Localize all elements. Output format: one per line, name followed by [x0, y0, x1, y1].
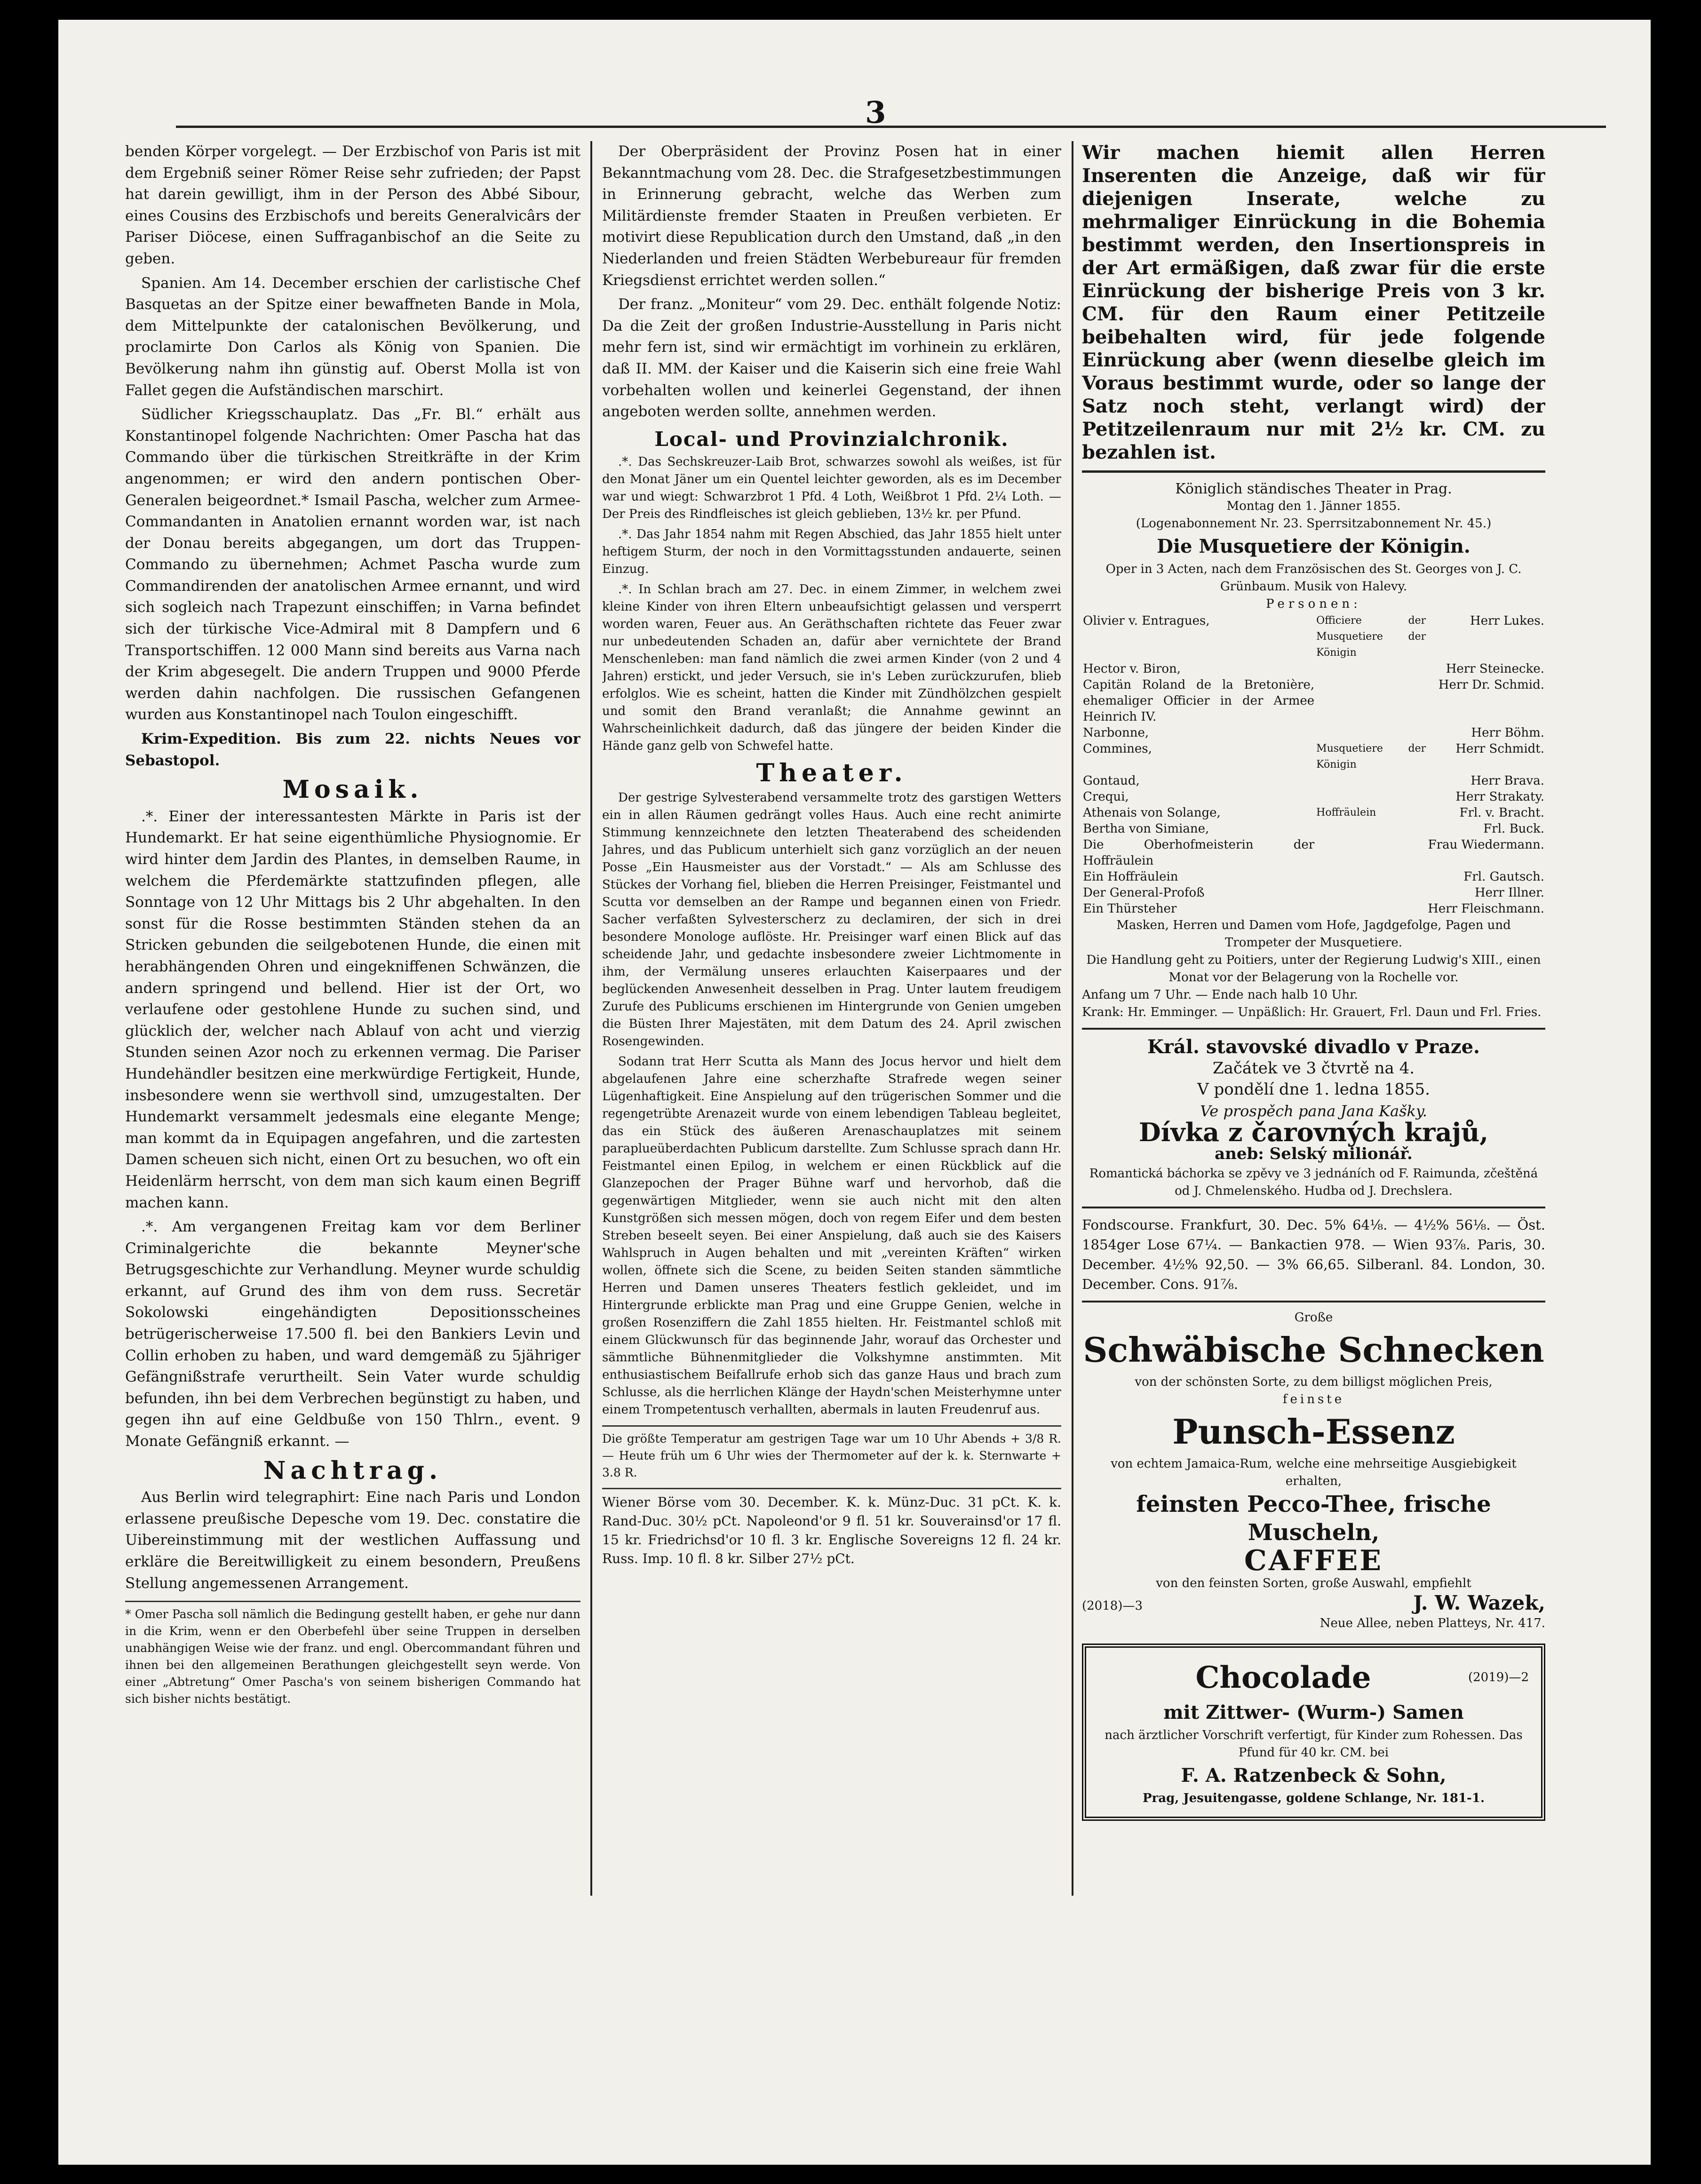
opera-title: Die Musquetiere der Königin. — [1157, 535, 1470, 557]
chocolate-description: nach ärztlicher Vorschrift verfertigt, für Kinder zum Rohessen. Das Pfund für 40 kr. CM. bei — [1105, 1728, 1523, 1760]
sick-list: Krank: Hr. Emminger. — Unpäßlich: Hr. Grauert, Frl. Daun und Frl. Fries. — [1082, 1005, 1542, 1019]
chocolate-ad-box — [1082, 1644, 1545, 1821]
cast-actor: Herr Böhm. — [1471, 726, 1544, 740]
divider — [1082, 1301, 1545, 1302]
cast-actor: Frl. Gautsch. — [1463, 870, 1544, 884]
theater-date: Montag den 1. Jänner 1855. — [1226, 499, 1401, 513]
cast-actor: Herr Steinecke. — [1446, 662, 1544, 676]
column-divider — [590, 141, 592, 1896]
cast-role: Ein Hoffräulein — [1083, 870, 1178, 884]
cast-row — [1082, 741, 1545, 773]
article-dog-market: .*. Einer der interessantesten Märkte in Paris ist der Hundemarkt. Er hat seine eigenthümliche Physiognomie. Er wird hinter dem Jardin des Plantes, in demselben Raume, in welchem die Pferdemärkte stattzufinden pflegen, alle Sonntage von 12 Uhr Mittags bis 2 Uhr abgehalten. In den sonst für die Rosse bestimmten Ständen stehen da an Stricken gebunden die seilgebotenen Hunde, die einen mit herabhängenden Ohren und eingekniffenen Schwänzen, die andern springend und bellend. Hier ist der Ort, wo verlaufene oder gestohlene Hunde zu suchen sind, und glücklich der, welcher nach Ablauf von acht und vierzig Stunden seinen Azor noch zu erkennen vermag. Die Pariser Hundehändler besitzen eine merkwürdige Fertigkeit, Hunde, insbesondere wenn sie werthvoll sind, umzugestalten. Der Hundemarkt versammelt jedesmals eine elegante Menge; man kommt da in Equipagen angefahren, und die zartesten Damen scheuen sich nicht, einen Ort zu besuchen, wo oft ein Heidenlärm herrscht, von dem man sich kaum einen Begriff machen kann. — [125, 808, 580, 1211]
cast-row — [1082, 885, 1545, 901]
article-fire: .*. In Schlan brach am 27. Dec. in einem Zimmer, in welchem zwei kleine Kinder von ihren Eltern unbeaufsichtigt gelassen und versperrt worden waren, Feuer aus. An Geräthschaften richtete das Feuer zwar nur unbedeutenden Schaden an, dafür aber vernichtete der Brand Menschenleben: man fand nämlich die zwei armen Kinder (von 2 und 4 Jahren) erstickt, und jeder Versuch, sie in's Leben zurückzurufen, blieb erfolglos. Wie es scheint, hatten die Kinder mit Zündhölzchen gespielt und somit den Brand veranlaßt; die Annahme gewinnt an Wahrscheinlichkeit dadurch, daß das jüngere der beiden Kinder die Hände ganz gelb von Schwefel hatte. — [602, 582, 1061, 753]
cast-group — [1315, 773, 1427, 789]
ad-merchant: J. W. Wazek, — [1413, 1591, 1545, 1614]
section-heading-theater: Theater. — [756, 758, 907, 787]
footnote: * Omer Pascha soll nämlich die Bedingung gestellt haben, er gehe nur dann in die Krim, wenn er den Oberbefehl über seine Truppen in derselben unabhängigen Weise wie der franz. und engl. Obercommandant führen und ihnen bei den allgemeinen Berathungen gleichgestellt seyn werde. Von einer „Abtretung“ Omer Pascha's von seinem bisherigen Commando hat sich bisher nichts bestätigt. — [125, 1601, 580, 1707]
cast-row — [1082, 901, 1545, 917]
cast-role: Der General-Profoß — [1083, 886, 1205, 900]
theater-heading: Königlich ständisches Theater in Prag. — [1175, 481, 1452, 497]
section-heading-nachtrag: Nachtrag. — [263, 1456, 443, 1485]
cast-role: Gontaud, — [1083, 774, 1140, 788]
ad-sorts-line: von den feinsten Sorten, große Auswahl, empfiehlt — [1156, 1576, 1471, 1590]
cast-actor: Herr Strakaty. — [1455, 790, 1544, 804]
chocolate-firm: F. A. Ratzenbeck & Sohn, — [1181, 1764, 1447, 1787]
cast-role: Crequi, — [1083, 790, 1129, 804]
cast-list — [1082, 613, 1545, 917]
ad-rum-line: von echtem Jamaica-Rum, welche eine mehrseitige Ausgiebigkeit erhalten, — [1111, 1456, 1517, 1488]
cast-row — [1082, 613, 1545, 661]
cast-group: Officiere der Musquetiere der Königin — [1316, 615, 1426, 659]
cast-actor: Frl. Buck. — [1483, 822, 1544, 836]
cast-row — [1082, 677, 1545, 725]
article-crimea: Krim-Expedition. Bis zum 22. nichts Neues vor Sebastopol. — [125, 731, 580, 769]
temperature-note: Die größte Temperatur am gestrigen Tage war um 10 Uhr Abends + 3/8 R. — Heute früh um 6 Uhr wies der Thermometer auf der k. k. Sternwarte + 3.8 R. — [602, 1425, 1061, 1481]
ad-punch-title: Punsch-Essenz — [1172, 1411, 1455, 1452]
cast-role: Olivier v. Entragues, — [1083, 614, 1210, 628]
article-moniteur: Der franz. „Moniteur“ vom 29. Dec. enthält folgende Notiz: Da die Zeit der großen Industrie-Ausstellung in Paris nicht mehr fern ist, sind wir ermächtigt im vorhinein zu erklären, daß II. MM. der Kaiser und die Kaiserin sich eine freie Wahl vorbehalten wollen und keinerlei Gegenstand, der ihnen angeboten werden sollte, annehmen werden. — [602, 296, 1061, 421]
article-weather-year: .*. Das Jahr 1854 nahm mit Regen Abschied, das Jahr 1855 hielt unter heftigem Sturm, der noch in den Vormittagsstunden andauerte, seinen Einzug. — [602, 527, 1061, 576]
cast-row — [1082, 725, 1545, 741]
performance-time: Anfang um 7 Uhr. — Ende nach halb 10 Uhr. — [1082, 988, 1358, 1002]
section-heading-mosaik: Mosaik. — [282, 775, 423, 804]
cast-group — [1315, 869, 1427, 885]
cast-group: Musquetiere der Königin — [1316, 743, 1426, 770]
cast-row — [1082, 821, 1545, 837]
theater-subscription: (Logenabonnement Nr. 23. Sperrsitzabonnement Nr. 45.) — [1136, 516, 1492, 531]
cast-actor: Herr Fleischmann. — [1428, 902, 1544, 916]
cast-row — [1082, 805, 1545, 821]
cast-row — [1082, 773, 1545, 789]
cast-group — [1315, 837, 1427, 869]
cast-extras: Masken, Herren und Damen vom Hofe, Jagdgefolge, Pagen und Trompeter der Musquetiere. — [1116, 918, 1511, 950]
article-berlin-trial: .*. Am vergangenen Freitag kam vor dem Berliner Criminalgerichte die bekannte Meyner'sche Betrugsgeschichte zur Verhandlung. Meyner wurde schuldig erkannt, auf Grund des ihm von dem russ. Secretär Sokolowski eingehändigten Depositionsscheines betrügerischerweise 17.500 fl. bei den Bankiers Levin und Collin erhoben zu haben, und ward demgemäß zu 5jähriger Gefängnißstrafe verurtheilt. Sein Vater wurde schuldig befunden, ihn bei dem Verbrechen begünstigt zu haben, und gegen ihn auf eine Geldbuße von 150 Thlrn., event. 9 Monate Gefängniß erkannt. — — [125, 1218, 580, 1450]
cast-group — [1315, 789, 1427, 805]
divider — [1082, 1028, 1545, 1030]
ad-grosse: Große — [1294, 1310, 1333, 1325]
cast-role: Capitän Roland de la Bretonière, ehemaliger Officier in der Armee Heinrich IV. — [1083, 678, 1315, 724]
czech-start-time: Začátek ve 3 čtvrtě na 4. — [1212, 1058, 1415, 1078]
ad-tea-line: feinsten Pecco-Thee, frische Muscheln, — [1136, 1491, 1491, 1546]
cast-row — [1082, 789, 1545, 805]
cast-role: Athenais von Solange, — [1083, 806, 1221, 820]
chocolate-subtitle: mit Zittwer- (Wurm-) Samen — [1163, 1701, 1464, 1723]
divider — [1082, 1207, 1545, 1208]
ad-caffee: CAFFEE — [1244, 1544, 1383, 1577]
chocolate-address: Prag, Jesuitengasse, goldene Schlange, Nr. 181-1. — [1142, 1791, 1485, 1805]
stock-quotes: Fondscourse. Frankfurt, 30. Dec. 5% 64⅛. — 4½% 56⅛. — Öst. 1854ger Lose 67¼. — Bankactien 978. — Wien 93⅞. Paris, 30. December. 4½% 92,50. — 3% 66,65. Silberanl. 84. London, 30. December. Cons. 91⅞. — [1082, 1216, 1545, 1292]
czech-play-subtitle: aneb: Selský milionář. — [1215, 1144, 1413, 1163]
cast-group — [1315, 725, 1427, 741]
header-rule — [176, 126, 1606, 128]
opera-subtitle: Oper in 3 Acten, nach dem Französischen des St. Georges von J. C. Grünbaum. Musik von Halevy. — [1105, 562, 1522, 594]
article-paragraph: benden Körper vorgelegt. — Der Erzbischof von Paris ist mit dem Ergebniß seiner Römer Reise sehr zufrieden; der Papst hat darein gewilligt, ihm in der Person des Abbé Sibour, eines Cousins des Erzbischofs und bereits Generalvicârs der Pariser Diöcese, einen Suffraganbischof an die Seite zu geben. — [125, 143, 580, 267]
cast-actor: Herr Schmidt. — [1455, 742, 1544, 756]
cast-group — [1315, 821, 1427, 837]
column-left — [125, 141, 580, 1891]
column-right — [1082, 141, 1545, 1966]
column-divider — [1072, 141, 1073, 1896]
ad-address: Neue Allee, neben Platteys, Nr. 417. — [1319, 1616, 1545, 1630]
cast-actor: Frau Wiedermann. — [1428, 838, 1544, 852]
cast-actor: Herr Lukes. — [1470, 614, 1544, 628]
czech-theater-heading: Král. stavovské divadlo v Praze. — [1147, 1036, 1480, 1058]
advertiser-notice: Wir machen hiemit allen Herren Inserenten die Anzeige, daß wir für diejenigen Inserate, welche zu mehrmaliger Einrückung in die Bohemia bestimmt werden, den Insertionspreis in der Art ermäßigen, daß zwar für die erste Einrückung der bisherige Preis von 3 kr. CM. für den Raum einer Petitzeile beibehalten wird, für jede folgende Einrückung aber (wenn dieselbe gleich im Voraus bestimmt wurde, oder so lange der Satz noch steht, verlangt wird) der Petitzeilenraum nur mit 2½ kr. CM. zu bezahlen ist. — [1082, 141, 1545, 473]
czech-play-title: Dívka z čarovných krajů, — [1138, 1117, 1489, 1148]
cast-actor: Herr Illner. — [1474, 886, 1544, 900]
cast-role: Narbonne, — [1083, 726, 1149, 740]
article-sylvester: Der gestrige Sylvesterabend versammelte trotz des garstigen Wetters ein in allen Räumen gedrängt volles Haus. Auch eine recht animirte Stimmung kennzeichnete den letzten Theaterabend des scheidenden Jahres, und das Publicum unterhielt sich ganz vorzüglich an der neuen Posse „Ein Hausmeister aus der Vorstadt.“ — Als am Schlusse des Stückes der Vorhang fiel, blieben die Herren Preisinger, Feistmantel und Scutta vor demselben an der Rampe und begannen einen von Friedr. Sacher verfaßten Sylvesterscherz zu declamiren, der sich in drei besondere Monologe auflöste. Hr. Preisinger warf einen Blick auf das scheidende Jahr, und gedachte insbesondere zweier Lichtmomente in ihm, der Vermälung unseres erlauchten Kaiserpaares und der beglückenden Anwesenheit desselben in Prag. Unter lautem freudigem Zurufe des Publicums erschienen im Hintergrunde von Genien umgeben die Büsten Ihrer Majestäten, mit dem Datum des 24. April zwischen Rosengewinden. — [602, 791, 1061, 1049]
article-bread: .*. Das Sechskreuzer-Laib Brot, schwarzes sowohl als weißes, ist für den Monat Jäner um ein Quentel leichter geworden, als es im December war und wiegt: Schwarzbrot 1 Pfd. 4 Loth, Weißbrot 1 Pfd. 2¼ Loth. — Der Preis des Rindfleisches ist gleich geblieben, 13½ kr. per Pfund. — [602, 454, 1061, 521]
cast-row — [1082, 661, 1545, 677]
cast-role: Commines, — [1083, 742, 1152, 756]
vienna-exchange: Wiener Börse vom 30. December. K. k. Münz-Duc. 31 pCt. K. k. Rand-Duc. 30½ pCt. Napoleond'or 9 fl. 51 kr. Souverainsd'or 17 fl. 15 kr. Friedrichsd'or 10 fl. 3 kr. Englische Sovereigns 12 fl. 24 kr. Russ. Imp. 10 fl. 8 kr. Silber 27½ pCt. — [602, 1488, 1061, 1568]
czech-play-description: Romantická báchorka se zpěvy ve 3 jednáních od F. Raimunda, zčeštěná od J. Chmelenského. Hudba od J. Drechslera. — [1089, 1166, 1538, 1198]
chocolate-title: Chocolade — [1195, 1660, 1371, 1695]
cast-group — [1315, 885, 1427, 901]
article-scutta: Sodann trat Herr Scutta als Mann des Jocus hervor und hielt dem abgelaufenen Jahre eine scherzhafte Strafrede wegen seiner Lügenhaftigkeit. Eine Anspielung auf den trügerischen Sommer und die regengetrübte Arenazeit wurde von einem lebendigen Tableau begleitet, das ein Stück des äußeren Arenaschauplatzes mit seinem paraplueüberdachten Publicum darstellte. Zum Schlusse sprach dann Hr. Feistmantel einen Epilog, in welchem er einen Rückblick auf die Glanzepochen der Prager Bühne warf und hervorhob, daß die gegenwärtigen Mitglieder, wenn sie auch nicht mit den alten Kunstgrößen sich messen mögen, doch von regem Eifer und dem besten Streben beseelt seyen. Bei einer Anspielung, daß auch sie des Kaisers Wahlspruch in Augen behalten und mit „vereinten Kräften“ wirken wollen, öffnete sich die Scene, zu beiden Seiten standen sämmtliche Herren und Damen unseres Theaters festlich gekleidet, und im Hintergrunde erblickte man Prag und eine Gruppe Genien, welche in großen Rosenziffern die Zahl 1855 hielten. Hr. Feistmantel schloß mit einem Glückwunsch für das beginnende Jahr, worauf das Orchester und sämmtliche Bühnenmitglieder die Volkshymne anstimmten. Mit enthusiastischem Beifallrufe erhob sich das ganze Haus und brach zum Schlusse, als die herrlichen Klänge der Haydn'schen Meisterhymne unter einem Trompetentusch verhallten, abermals in lauten Freudenruf aus. — [602, 1055, 1061, 1417]
ad-snails-line: von der schönsten Sorte, zu dem billigst möglichen Preis, — [1135, 1374, 1493, 1389]
cast-group: Hoffräulein — [1316, 807, 1376, 818]
opera-setting: Die Handlung geht zu Poitiers, unter der Regierung Ludwig's XIII., einen Monat vor der Belagerung von la Rochelle vor. — [1086, 953, 1541, 985]
page-number: 3 — [865, 95, 886, 130]
cast-actor: Frl. v. Bracht. — [1459, 806, 1544, 820]
cast-actor: Herr Brava. — [1470, 774, 1544, 788]
ad-feinste: feinste — [1282, 1392, 1345, 1406]
cast-row — [1082, 869, 1545, 885]
czech-benefit: Ve prospěch pana Jana Kašky. — [1200, 1102, 1427, 1120]
cast-role: Bertha von Simiane, — [1083, 822, 1209, 836]
ad-snails-title: Schwäbische Schnecken — [1083, 1329, 1544, 1370]
cast-group — [1315, 901, 1427, 917]
article-telegraph: Aus Berlin wird telegraphirt: Eine nach Paris und London erlassene preußische Depesche vom 19. Dec. constatire die Uibereinstimmung mit der westlichen Auffassung und erkläre die Bereitwilligkeit zu einem besondern, Preußens Stellung angemessenen Arrangement. — [125, 1489, 580, 1592]
section-heading-local: Local- und Provinzialchronik. — [654, 427, 1009, 451]
cast-actor: Herr Dr. Schmid. — [1438, 678, 1544, 692]
cast-group — [1315, 677, 1427, 725]
cast-role: Ein Thürsteher — [1083, 902, 1177, 916]
column-middle — [602, 141, 1061, 1966]
chocolate-ad-number: (2019)—2 — [1468, 1670, 1529, 1685]
cast-role: Hector v. Biron, — [1083, 662, 1181, 676]
article-spain: Spanien. Am 14. December erschien der carlistische Chef Basquetas an der Spitze einer bewaffneten Bande in Mola, dem Mittelpunkte der catalonischen Bevölkerung, und proclamirte Don Carlos als König von Spanien. Die Bevölkerung nahm ihn günstig auf. Oberst Molla ist von Fallet gegen die Aufständischen marschirt. — [125, 274, 580, 399]
article-posen: Der Oberpräsident der Provinz Posen hat in einer Bekanntmachung vom 28. Dec. die Strafgesetzbestimmungen in Erinnerung gebracht, welche das Werben zum Militärdienste fremder Staaten in Preußen verbieten. Er motivirt diese Republication durch den Umstand, daß „in den Niederlanden und freien Städten Werbebureaur für fremden Kriegsdienst errichtet werden sollen.“ — [602, 143, 1061, 289]
ad-number: (2018)—3 — [1082, 1598, 1143, 1613]
cast-role: Die Oberhofmeisterin der Hoffräulein — [1083, 838, 1315, 868]
cast-heading: Personen: — [1266, 597, 1361, 611]
cast-row — [1082, 837, 1545, 869]
article-war: Südlicher Kriegsschauplatz. Das „Fr. Bl.“ erhält aus Konstantinopel folgende Nachrichten: Omer Pascha hat das Commando über die türkischen Streitkräfte in der Krim angenommen; er wird den andern pontischen Ober-Generalen beigeordnet.* Ismail Pascha, welcher zum Armee-Commandanten in Anatolien ernannt worden war, ist nach der Donau bereits abgegangen, um dort das Truppen-Commando zu übernehmen; Achmet Pascha wurde zum Commandirenden der anatolischen Armee ernannt, und wird sich sogleich nach Trapezunt einschiffen; in Varna befindet sich der türkische Vice-Admiral mit 8 Dampfern und 6 Transportschiffen. 12 000 Mann sind bereits aus Varna nach der Krim abgesegelt. Die andern Truppen und 9000 Pferde werden dahin nachfolgen. Die russischen Gefangenen wurden aus Konstantinopel nach Toulon eingeschifft. — [125, 406, 580, 723]
czech-date: V pondělí dne 1. ledna 1855. — [1197, 1080, 1430, 1099]
cast-group — [1315, 661, 1427, 677]
